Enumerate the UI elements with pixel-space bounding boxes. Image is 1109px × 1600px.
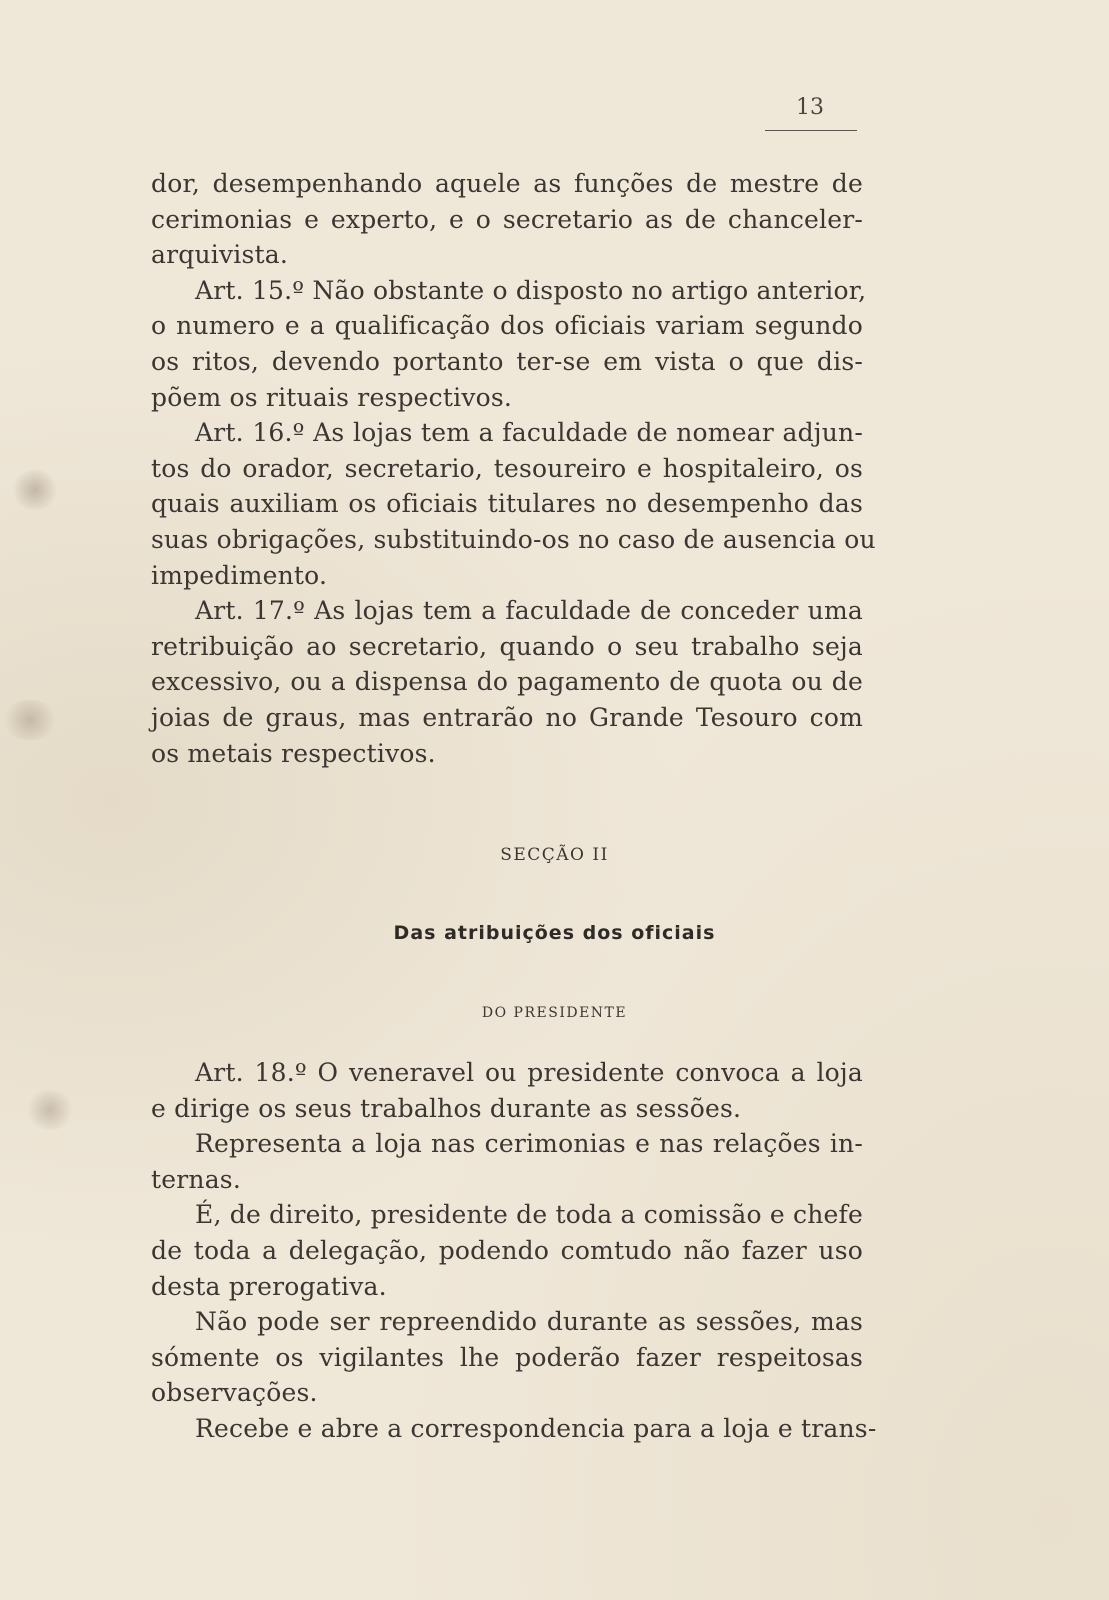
stain-mark (10, 470, 60, 510)
text-line: Não pode ser repreendido durante as sessões, mas (195, 1307, 863, 1337)
text-line: Art. 15.º Não obstante o disposto no artigo anterior, (195, 275, 867, 305)
text-line: É, de direito, presidente de toda a comissão e chefe (195, 1200, 863, 1230)
sub-heading: DO PRESIDENTE (481, 1005, 628, 1021)
text-line: retribuição ao secretario, quando o seu trabalho seja (151, 631, 863, 661)
text-line: observações. (151, 1378, 318, 1408)
text-line: os ritos, devendo portanto ter-se em vista o que dis- (151, 346, 863, 376)
text-line: suas obrigações, substituindo-os no caso de ausencia ou (151, 524, 876, 554)
body-text-top (151, 166, 876, 771)
text-line: ternas. (151, 1164, 241, 1194)
text-line: desta prerogativa. (151, 1271, 387, 1301)
text-line: impedimento. (151, 560, 328, 590)
section-heading: Das atribuições dos oficiais (393, 922, 716, 944)
text-line: Representa a loja nas cerimonias e nas relações in- (195, 1129, 863, 1159)
text-line: põem os rituais respectivos. (151, 382, 513, 412)
text-line: Recebe e abre a correspondencia para a loja e trans- (195, 1413, 877, 1443)
text-line: o numero e a qualificação dos oficiais variam segundo (151, 311, 863, 341)
text-line: tos do orador, secretario, tesoureiro e hospitaleiro, os (151, 453, 863, 483)
text-line: Art. 17.º As lojas tem a faculdade de conceder uma (195, 596, 863, 626)
text-line: de toda a delegação, podendo comtudo não fazer uso (151, 1235, 863, 1265)
text-line: excessivo, ou a dispensa do pagamento de quota ou de (151, 667, 863, 697)
text-line: sómente os vigilantes lhe poderão fazer respeitosas (151, 1342, 863, 1372)
text-line: dor, desempenhando aquele as funções de mestre de (151, 169, 863, 198)
text-line: arquivista. (151, 240, 289, 270)
text-line: cerimonias e experto, e o secretario as de chanceler- (151, 204, 863, 234)
stain-mark (0, 700, 60, 740)
text-line: e dirige os seus trabalhos durante as sessões. (151, 1093, 742, 1123)
section-title: SECÇÃO II (500, 845, 609, 865)
text-line: os metais respectivos. (151, 738, 436, 768)
text-line: quais auxiliam os oficiais titulares no desempenho das (151, 489, 863, 519)
text-line: joias de graus, mas entrarão no Grande Tesouro com (151, 702, 863, 732)
text-line: Art. 18.º O veneravel ou presidente convoca a loja (195, 1058, 863, 1087)
body-text-bottom (151, 1055, 877, 1447)
page-number: 13 (796, 95, 824, 120)
text-line: Art. 16.º As lojas tem a faculdade de nomear adjun- (195, 418, 863, 448)
header-rule (765, 130, 857, 131)
stain-mark (25, 1090, 75, 1130)
